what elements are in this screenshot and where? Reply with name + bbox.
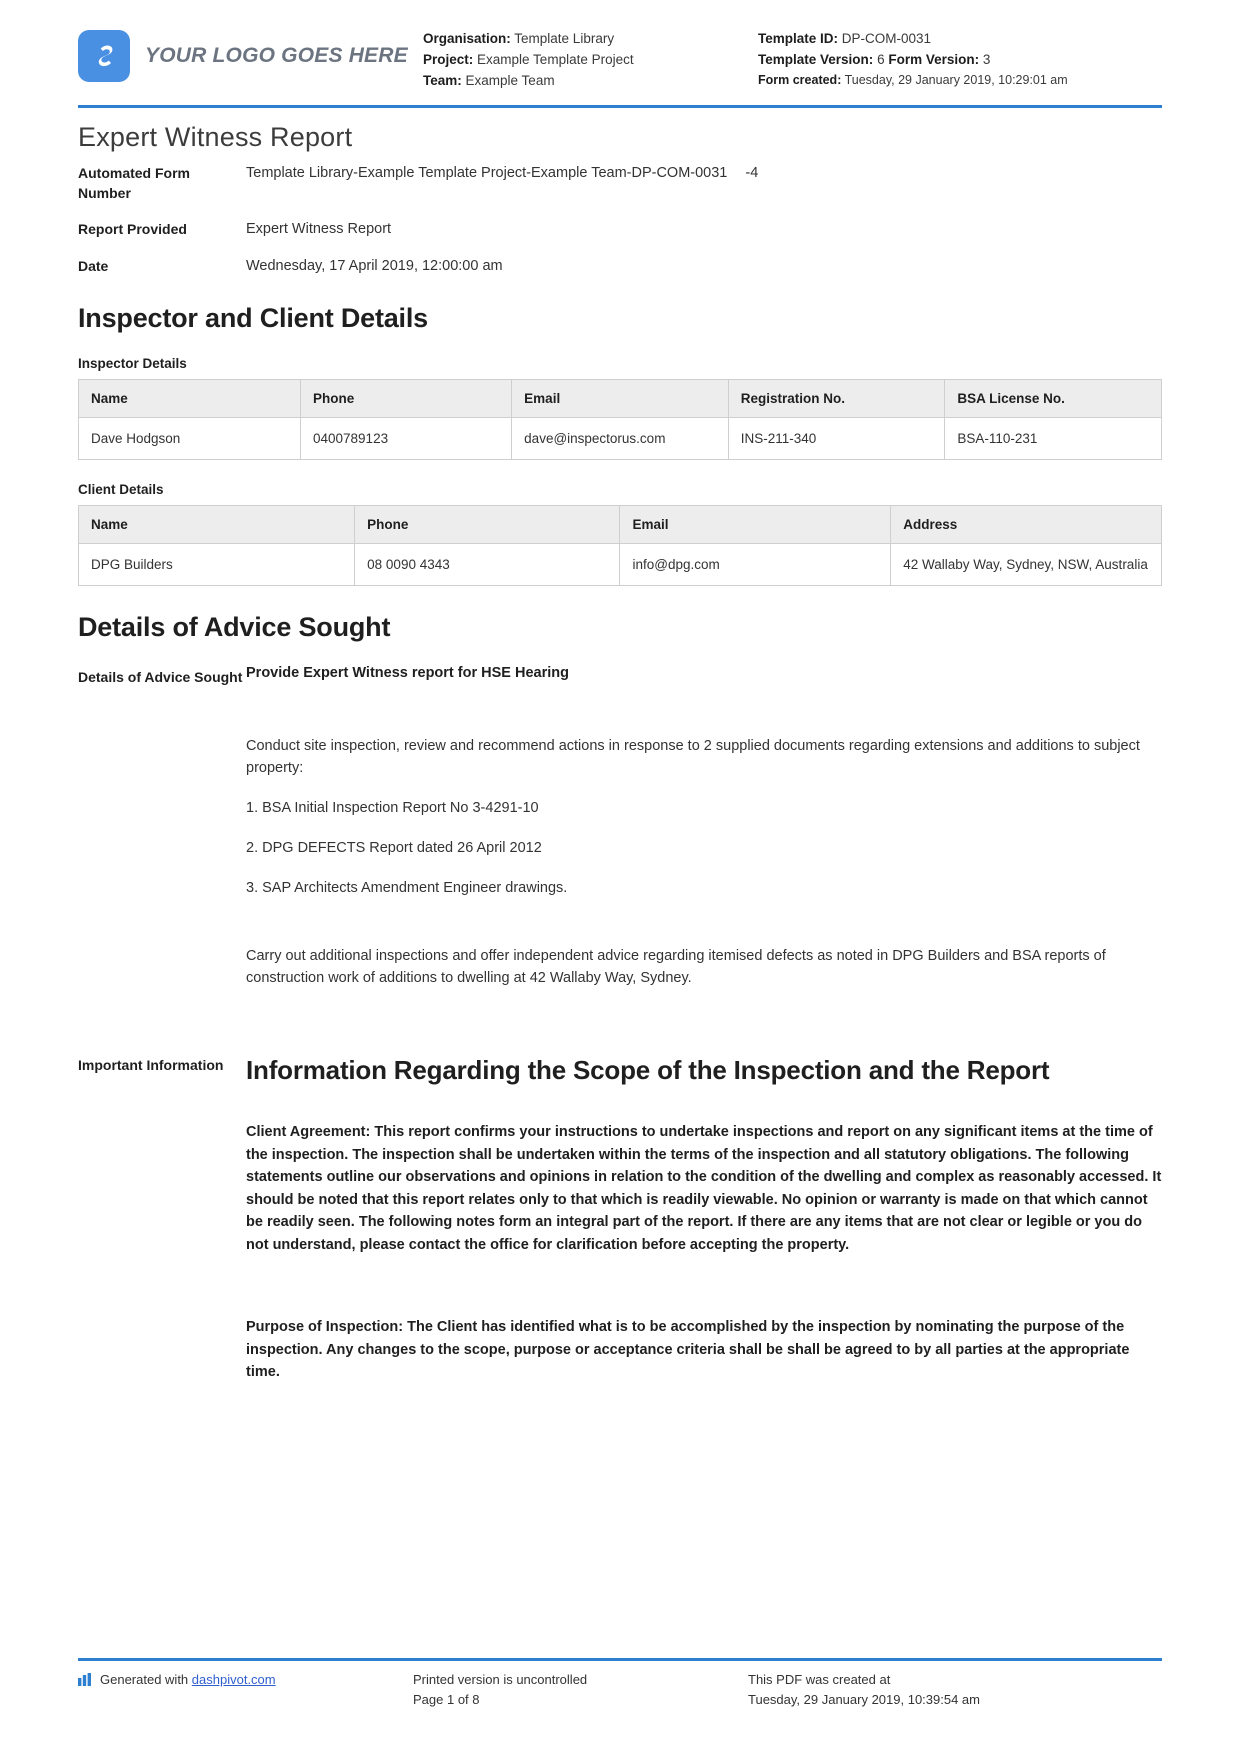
- field-value: [246, 163, 1162, 184]
- header-meta-right: [758, 18, 1162, 91]
- section-heading-inspector-client: Inspector and Client Details: [78, 303, 428, 333]
- client-agreement-paragraph: Client Agreement: This report confirms your instructions to undertake inspections and report on any significant items at the time of the inspection. The inspection shall be undertaken within the terms of the inspection and all statutory obligations. The following statements outline our observations and opinions in relation to the condition of the dwelling and complex as reasonably accessed. It should be noted that this report relates only to that which is readily viewable. No opinion or warranty is made on that which cannot be readily seen. The following notes form an integral part of the report. If there are any items that are not clear or legible or you do not understand, please contact the office for clarification before accepting the property.: [246, 1124, 1162, 1253]
- footer-generated-with: [78, 1670, 413, 1710]
- template-id-value: DP-COM-0031: [841, 31, 932, 46]
- project-label: Project:: [423, 52, 474, 67]
- team-line: [423, 70, 758, 91]
- column-header-phone: Phone: [301, 380, 512, 418]
- advice-sought-label: Details of Advice Sought: [78, 669, 243, 685]
- document-content: [0, 122, 1240, 1410]
- advice-intro: Conduct site inspection, review and recommend actions in response to 2 supplied documents regarding extensions and additions to subject property:: [246, 738, 1140, 776]
- table-header-row: [79, 380, 1162, 418]
- document-header: [0, 0, 1240, 101]
- created-value: Tuesday, 29 January 2019, 10:39:54 am: [748, 1692, 980, 1707]
- form-number-suffix: -4: [745, 165, 759, 181]
- organisation-line: [423, 28, 758, 49]
- column-header-bsa-license-no: BSA License No.: [945, 380, 1162, 418]
- header-meta-left: [423, 18, 758, 91]
- field-report-provided: [78, 219, 1162, 240]
- advice-item: 3. SAP Architects Amendment Engineer drawings.: [246, 880, 568, 896]
- generated-prefix: Generated with: [100, 1672, 189, 1687]
- advice-sought-block: [78, 665, 1162, 1007]
- field-label: Automated Form Number: [78, 165, 190, 201]
- page-number: Page 1 of 8: [413, 1692, 480, 1707]
- organisation-label: Organisation:: [423, 31, 511, 46]
- logo-block: [78, 18, 423, 82]
- dashpivot-link[interactable]: dashpivot.com: [191, 1672, 276, 1687]
- inspector-details-table: [78, 379, 1162, 460]
- created-label: This PDF was created at: [748, 1672, 891, 1687]
- cell-phone: 08 0090 4343: [355, 544, 620, 586]
- inspector-details-label: Inspector Details: [78, 356, 187, 371]
- printed-notice: Printed version is uncontrolled: [413, 1672, 588, 1687]
- cell-bsa-license-no: BSA-110-231: [945, 418, 1162, 460]
- logo-text: YOUR LOGO GOES HERE: [145, 44, 408, 67]
- cell-registration-no: INS-211-340: [728, 418, 945, 460]
- template-version-line: [758, 49, 1162, 70]
- form-created-label: Form created:: [758, 73, 842, 87]
- footer-created-at: [748, 1670, 1162, 1710]
- field-label: Date: [78, 258, 109, 274]
- column-header-name: Name: [79, 506, 355, 544]
- advice-sought-body: [246, 665, 1162, 1007]
- advice-item: 2. DPG DEFECTS Report dated 26 April 2012: [246, 840, 542, 856]
- client-details-label: Client Details: [78, 482, 164, 497]
- table-header-row: [79, 506, 1162, 544]
- table-row: [79, 418, 1162, 460]
- generated-with-text: [100, 1670, 276, 1690]
- advice-title: Provide Expert Witness report for HSE Hearing: [246, 665, 569, 681]
- template-version-value: 6: [877, 52, 885, 67]
- footer-divider: [78, 1658, 1162, 1661]
- dashpivot-logo-icon: [78, 30, 130, 82]
- form-created-value: Tuesday, 29 January 2019, 10:29:01 am: [844, 73, 1068, 87]
- cell-email: dave@inspectorus.com: [512, 418, 729, 460]
- page-title: Expert Witness Report: [78, 122, 353, 152]
- important-information-body: [246, 1053, 1162, 1410]
- document-footer: [78, 1658, 1162, 1710]
- cell-name: DPG Builders: [79, 544, 355, 586]
- column-header-email: Email: [620, 506, 891, 544]
- team-label: Team:: [423, 73, 462, 88]
- project-line: [423, 49, 758, 70]
- cell-address: 42 Wallaby Way, Sydney, NSW, Australia: [891, 544, 1162, 586]
- advice-closing: Carry out additional inspections and offer independent advice regarding itemised defects as noted in DPG Builders and BSA reports of construction work of additions to dwelling at 42 Wallaby Way, Sydney.: [246, 948, 1106, 986]
- column-header-email: Email: [512, 380, 729, 418]
- template-version-label: Template Version:: [758, 52, 874, 67]
- important-information-block: [78, 1053, 1162, 1410]
- header-divider: [78, 105, 1162, 108]
- section-heading-advice-sought: Details of Advice Sought: [78, 612, 391, 642]
- field-label: Report Provided: [78, 221, 187, 237]
- scope-heading: Information Regarding the Scope of the Inspection and the Report: [246, 1055, 1050, 1085]
- form-number-value: Template Library-Example Template Project-Example Team-DP-COM-0031: [246, 165, 728, 181]
- form-version-label: Form Version:: [888, 52, 980, 67]
- column-header-registration-no: Registration No.: [728, 380, 945, 418]
- column-header-address: Address: [891, 506, 1162, 544]
- field-date: [78, 256, 1162, 277]
- purpose-of-inspection-paragraph: Purpose of Inspection: The Client has identified what is to be accomplished by the inspection by nominating the purpose of the inspection. Any changes to the scope, purpose or acceptance criteria shall be shall be agreed to by all parties at the appropriate time.: [246, 1319, 1130, 1380]
- cell-name: Dave Hodgson: [79, 418, 301, 460]
- cell-email: info@dpg.com: [620, 544, 891, 586]
- client-details-table: [78, 505, 1162, 586]
- template-id-label: Template ID:: [758, 31, 839, 46]
- field-value: Expert Witness Report: [246, 221, 392, 237]
- table-row: [79, 544, 1162, 586]
- field-value: Wednesday, 17 April 2019, 12:00:00 am: [246, 258, 503, 274]
- form-created-line: [758, 70, 1162, 91]
- column-header-name: Name: [79, 380, 301, 418]
- column-header-phone: Phone: [355, 506, 620, 544]
- important-information-label: Important Information: [78, 1057, 224, 1073]
- cell-phone: 0400789123: [301, 418, 512, 460]
- organisation-value: Template Library: [514, 31, 615, 46]
- field-automated-form-number: [78, 163, 1162, 203]
- footer-print-notice: [413, 1670, 748, 1710]
- project-value: Example Template Project: [477, 52, 634, 67]
- advice-item: 1. BSA Initial Inspection Report No 3-4291-10: [246, 800, 539, 816]
- template-id-line: [758, 28, 1162, 49]
- team-value: Example Team: [465, 73, 555, 88]
- bar-chart-icon: [78, 1670, 93, 1692]
- form-version-value: 3: [982, 52, 991, 67]
